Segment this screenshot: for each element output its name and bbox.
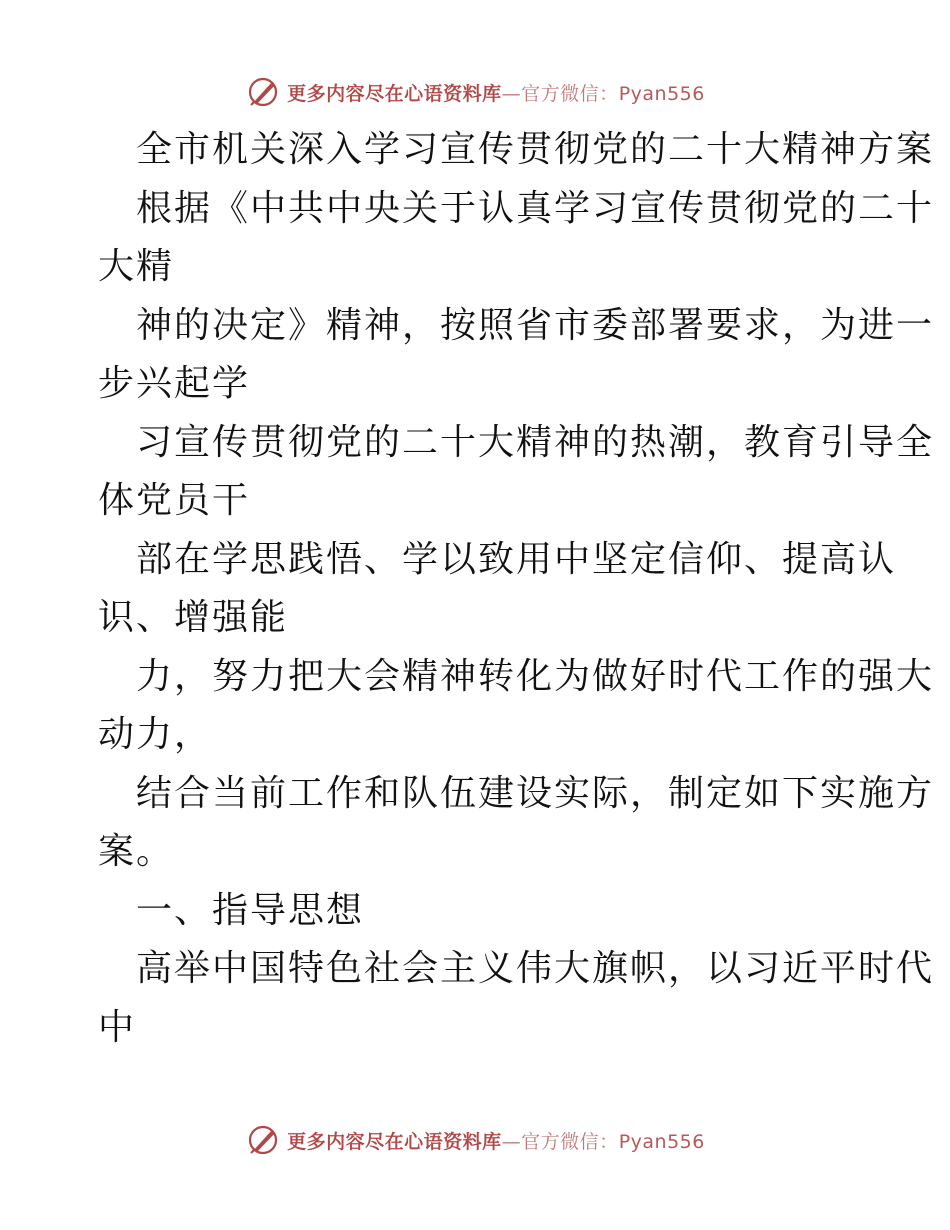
- watermark-text: [287, 79, 705, 106]
- header-watermark: [0, 70, 950, 114]
- paragraph-line: 中: [98, 1006, 137, 1048]
- paragraph-line: 结合当前工作和队伍建设实际，制定如下实施方: [136, 772, 935, 814]
- watermark-label: 官方微信：: [521, 1130, 619, 1153]
- watermark-wechat-id: Pyan556: [618, 82, 705, 105]
- paragraph-line: 动力，: [98, 714, 213, 755]
- document-title: 全市机关深入学习宣传贯彻党的二十大精神方案: [136, 129, 935, 170]
- paragraph-line: 高举中国特色社会主义伟大旗帜，以习近平时代: [136, 948, 935, 989]
- watermark-label: 官方微信：: [521, 82, 619, 105]
- paragraph-line: 体党员干: [98, 480, 251, 521]
- document-body: [98, 121, 935, 1057]
- paragraph-line: 习宣传贯彻党的二十大精神的热潮，教育引导全: [136, 421, 935, 463]
- quill-pen-circle-icon: [245, 74, 281, 110]
- paragraph-line: 力，努力把大会精神转化为做好时代工作的强大: [136, 655, 935, 697]
- paragraph-line: 神的决定》精神，按照省市委部署要求，为进一: [136, 304, 935, 346]
- section-heading: 一、指导思想: [136, 889, 365, 931]
- watermark-wechat-id: Pyan556: [618, 1130, 705, 1153]
- paragraph-line: 大精: [98, 246, 175, 287]
- paragraph-line: 根据《中共中央关于认真学习宣传贯彻党的二十: [136, 187, 935, 229]
- watermark-dash: —: [501, 82, 522, 105]
- paragraph-line: 步兴起学: [98, 363, 251, 404]
- quill-pen-circle-icon: [245, 1122, 281, 1158]
- watermark-site-text: 更多内容尽在心语资料库: [287, 82, 502, 105]
- paragraph-line: 部在学思践悟、学以致用中坚定信仰、提高认: [136, 538, 897, 580]
- watermark-text: [287, 1127, 705, 1154]
- paragraph-line: 识、增强能: [98, 597, 289, 638]
- paragraph-line: 案。: [98, 831, 175, 872]
- watermark-site-text: 更多内容尽在心语资料库: [287, 1130, 502, 1153]
- watermark-dash: —: [501, 1130, 522, 1153]
- footer-watermark: [0, 1118, 950, 1162]
